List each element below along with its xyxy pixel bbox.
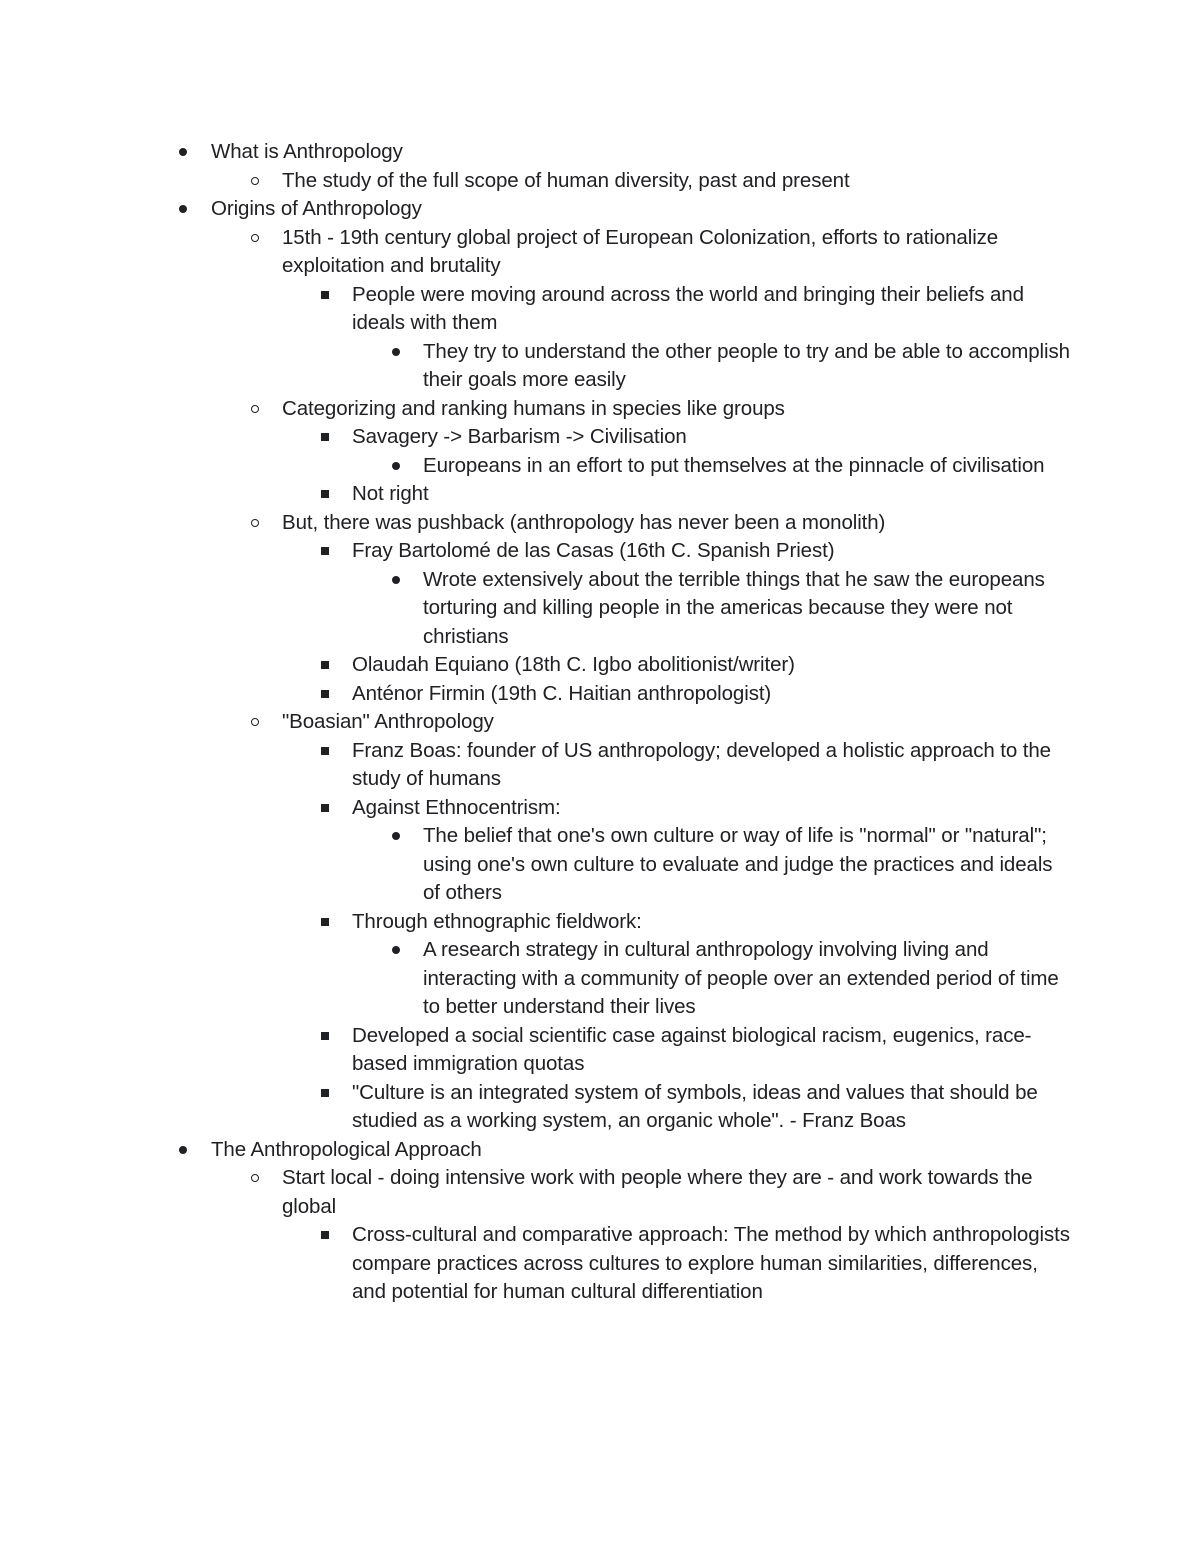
filled-square-bullet-icon xyxy=(318,651,332,680)
outline-item-text: Savagery -> Barbarism -> Civilisation xyxy=(352,425,687,448)
outline-item-text: Origins of Anthropology xyxy=(211,197,422,220)
outline-item-text: Against Ethnocentrism: xyxy=(352,795,561,819)
outline-item-level-3 xyxy=(0,566,1073,652)
filled-square-bullet-icon xyxy=(318,1221,332,1250)
outline-item-text: They try to understand the other people to try and be able to accomplish their goals more easily xyxy=(423,339,1070,391)
outline-item-level-2 xyxy=(0,737,1072,794)
outline-item-text: A research strategy in cultural anthropology involving living and interacting with a community of people over an extended period of time to better understand their lives xyxy=(423,938,1059,1018)
hollow-circle-bullet-icon xyxy=(248,224,262,253)
outline-item-text: Fray Bartolomé de las Casas (16th C. Spanish Priest) xyxy=(352,539,835,562)
outline-item-text: "Culture is an integrated system of symbols, ideas and values that should be studied as a working system, an organic whole". - Franz Boas xyxy=(352,1080,1038,1132)
outline-item-text: Wrote extensively about the terrible things that he saw the europeans torturing and killing people in the americas because they were not christians xyxy=(423,567,1045,648)
filled-square-bullet-icon xyxy=(318,794,332,823)
outline-item-level-2 xyxy=(0,1079,1072,1136)
filled-circle-bullet-icon xyxy=(389,452,403,481)
outline-item-text: Not right xyxy=(352,482,429,505)
filled-circle-bullet-icon xyxy=(389,338,403,367)
outline-item-level-1 xyxy=(0,509,1072,538)
filled-circle-bullet-icon xyxy=(176,1136,190,1165)
hollow-circle-bullet-icon xyxy=(248,1164,262,1193)
filled-circle-bullet-icon xyxy=(176,138,190,167)
outline-item-level-2 xyxy=(0,537,1072,566)
filled-square-bullet-icon xyxy=(318,1079,332,1108)
outline-item-text: Developed a social scientific case against biological racism, eugenics, race-based immigration quotas xyxy=(352,1023,1032,1075)
filled-square-bullet-icon xyxy=(318,737,332,766)
filled-circle-bullet-icon xyxy=(389,822,403,851)
outline-item-text: Through ethnographic fieldwork: xyxy=(352,909,642,933)
outline-item-text: Europeans in an effort to put themselves at the pinnacle of civilisation xyxy=(423,453,1045,477)
outline-item-level-3 xyxy=(0,822,1073,908)
filled-square-bullet-icon xyxy=(318,1022,332,1051)
hollow-circle-bullet-icon xyxy=(248,708,262,737)
outline-item-level-0 xyxy=(0,1136,1071,1165)
outline-item-text: What is Anthropology xyxy=(211,140,403,163)
outline-item-level-0 xyxy=(0,138,1071,167)
notes-outline xyxy=(0,138,1200,1307)
filled-square-bullet-icon xyxy=(318,281,332,310)
hollow-circle-bullet-icon xyxy=(248,167,262,196)
filled-square-bullet-icon xyxy=(318,680,332,709)
outline-item-level-1 xyxy=(0,395,1072,424)
outline-item-text: People were moving around across the world and bringing their beliefs and ideals with them xyxy=(352,282,1024,334)
outline-item-text: Anténor Firmin (19th C. Haitian anthropologist) xyxy=(352,681,772,705)
outline-item-text: 15th - 19th century global project of European Colonization, efforts to rationalize exploitation and brutality xyxy=(282,225,999,277)
filled-square-bullet-icon xyxy=(318,423,332,452)
filled-circle-bullet-icon xyxy=(176,195,190,224)
outline-item-text: Olaudah Equiano (18th C. Igbo abolitionist/writer) xyxy=(352,653,795,676)
outline-item-level-3 xyxy=(0,452,1073,481)
outline-item-level-2 xyxy=(0,908,1072,937)
outline-item-level-2 xyxy=(0,480,1072,509)
outline-item-level-3 xyxy=(0,338,1073,395)
outline-item-level-0 xyxy=(0,195,1071,224)
outline-item-text: Categorizing and ranking humans in species like groups xyxy=(282,396,785,420)
filled-square-bullet-icon xyxy=(318,908,332,937)
outline-item-text: The Anthropological Approach xyxy=(211,1137,482,1161)
hollow-circle-bullet-icon xyxy=(248,509,262,538)
outline-item-text: "Boasian" Anthropology xyxy=(282,710,494,733)
outline-item-level-2 xyxy=(0,651,1072,680)
outline-item-text: Franz Boas: founder of US anthropology; developed a holistic approach to the study of humans xyxy=(352,738,1051,790)
outline-item-level-2 xyxy=(0,794,1072,823)
outline-item-level-3 xyxy=(0,936,1073,1022)
outline-item-level-1 xyxy=(0,1164,1072,1221)
outline-item-level-2 xyxy=(0,1022,1072,1079)
filled-circle-bullet-icon xyxy=(389,936,403,965)
outline-item-text: Start local - doing intensive work with people where they are - and work towards the global xyxy=(282,1166,1033,1218)
outline-item-text: The study of the full scope of human diversity, past and present xyxy=(282,168,850,192)
outline-item-text: Cross-cultural and comparative approach: The method by which anthropologists compare practices across cultures to explore human similarities, differences, and potential for human cultural differentiation xyxy=(352,1223,1070,1303)
outline-item-level-1 xyxy=(0,224,1072,281)
outline-item-text: But, there was pushback (anthropology has never been a monolith) xyxy=(282,510,886,534)
filled-square-bullet-icon xyxy=(318,480,332,509)
outline-item-level-2 xyxy=(0,680,1072,709)
filled-square-bullet-icon xyxy=(318,537,332,566)
outline-item-level-2 xyxy=(0,281,1072,338)
outline-item-level-2 xyxy=(0,1221,1072,1307)
outline-item-level-1 xyxy=(0,167,1072,196)
filled-circle-bullet-icon xyxy=(389,566,403,595)
outline-item-text: The belief that one's own culture or way of life is "normal" or "natural"; using one's own culture to evaluate and judge the practices and ideals of others xyxy=(423,824,1053,904)
outline-item-level-1 xyxy=(0,708,1072,737)
hollow-circle-bullet-icon xyxy=(248,395,262,424)
outline-item-level-2 xyxy=(0,423,1072,452)
